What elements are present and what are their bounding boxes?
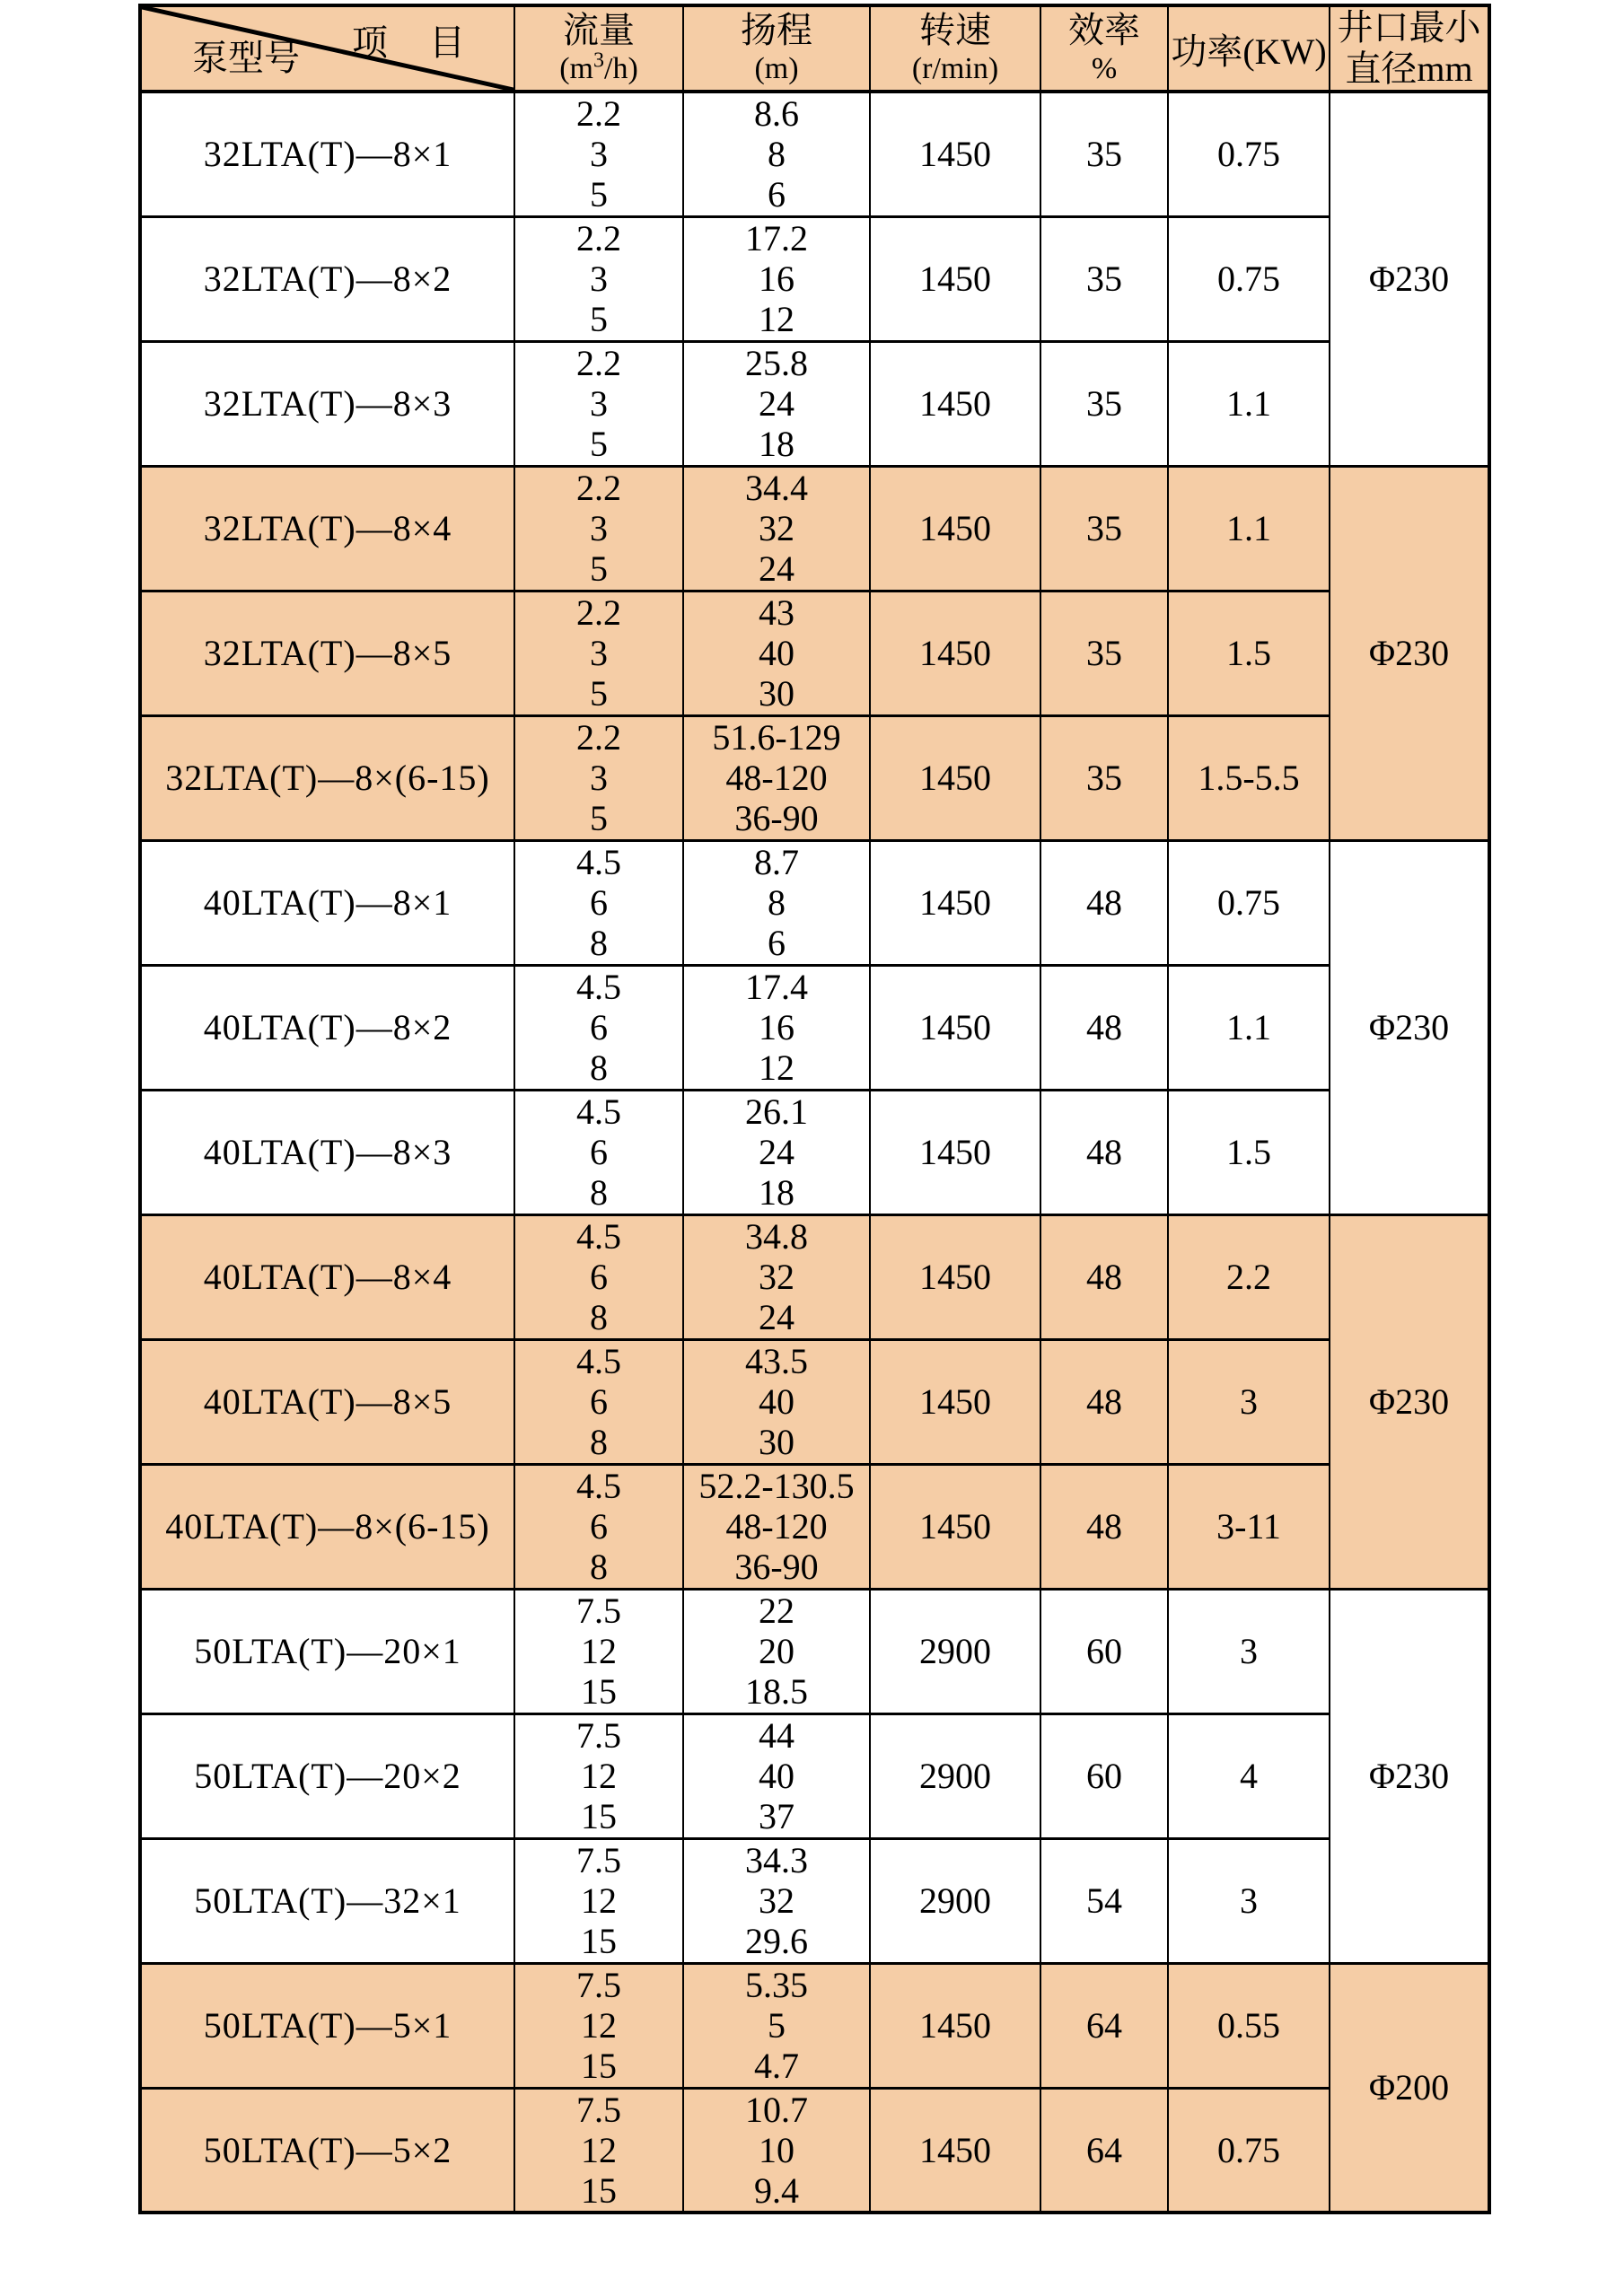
efficiency-cell: 64 (1040, 1963, 1168, 2088)
flow-cell (514, 1464, 683, 1589)
flow-value: 4.5 (576, 842, 621, 882)
head-value: 43 (759, 592, 794, 633)
efficiency-cell: 54 (1040, 1838, 1168, 1963)
flow-value: 12 (581, 1880, 617, 1921)
flow-value: 6 (590, 1257, 608, 1297)
head-cell (683, 965, 870, 1090)
power-cell: 0.55 (1168, 1963, 1330, 2088)
pump-model-cell: 40LTA(T)—8×1 (140, 840, 514, 965)
flow-value: 8 (590, 1172, 608, 1213)
power-cell: 1.1 (1168, 466, 1330, 591)
flow-value: 7.5 (576, 1840, 621, 1880)
head-cell (683, 1090, 870, 1214)
header-head (683, 5, 870, 92)
efficiency-cell: 48 (1040, 1090, 1168, 1214)
flow-cell (514, 1713, 683, 1838)
flow-value: 4.5 (576, 1341, 621, 1381)
flow-value: 3 (590, 633, 608, 673)
header-speed (870, 5, 1040, 92)
pump-model-cell: 50LTA(T)—5×1 (140, 1963, 514, 2088)
head-cell (683, 92, 870, 216)
flow-cell (514, 466, 683, 591)
pump-model-cell: 50LTA(T)—5×2 (140, 2088, 514, 2213)
efficiency-cell: 35 (1040, 466, 1168, 591)
speed-cell: 1450 (870, 840, 1040, 965)
head-value: 43.5 (745, 1341, 808, 1381)
pump-model-cell: 50LTA(T)—20×1 (140, 1589, 514, 1713)
flow-cell (514, 965, 683, 1090)
header-pump-model-cell (140, 5, 514, 92)
efficiency-cell: 64 (1040, 2088, 1168, 2213)
flow-value: 12 (581, 1631, 617, 1671)
power-cell: 0.75 (1168, 2088, 1330, 2213)
flow-value: 6 (590, 882, 608, 923)
flow-value: 15 (581, 2046, 617, 2086)
head-value: 5.35 (745, 1965, 808, 2005)
flow-cell (514, 840, 683, 965)
head-value: 34.4 (745, 468, 808, 508)
pump-model-cell: 50LTA(T)—32×1 (140, 1838, 514, 1963)
head-value: 16 (759, 1007, 794, 1047)
pump-spec-table (138, 4, 1491, 2214)
head-value: 40 (759, 1756, 794, 1796)
flow-value: 8 (590, 923, 608, 963)
power-cell: 1.5-5.5 (1168, 715, 1330, 840)
head-value: 36-90 (734, 1547, 819, 1587)
table-row (140, 92, 1489, 216)
header-head-unit: (m) (754, 52, 799, 85)
efficiency-cell: 35 (1040, 591, 1168, 715)
flow-value: 15 (581, 1671, 617, 1712)
flow-value: 3 (590, 383, 608, 424)
flow-value: 7.5 (576, 1965, 621, 2005)
pump-model-cell: 40LTA(T)—8×3 (140, 1090, 514, 1214)
speed-cell: 1450 (870, 216, 1040, 341)
head-value: 12 (759, 299, 794, 339)
head-value: 51.6-129 (712, 717, 841, 758)
flow-value: 6 (590, 1381, 608, 1422)
header-well-diameter (1330, 5, 1489, 92)
power-cell: 1.5 (1168, 591, 1330, 715)
efficiency-cell: 60 (1040, 1589, 1168, 1713)
table-row (140, 1214, 1489, 1339)
head-cell (683, 1589, 870, 1713)
flow-value: 12 (581, 1756, 617, 1796)
flow-value: 2.2 (576, 468, 621, 508)
head-value: 32 (759, 1257, 794, 1297)
head-cell (683, 341, 870, 466)
table-row (140, 1963, 1489, 2088)
head-value: 17.4 (745, 967, 808, 1007)
table-row (140, 1838, 1489, 1963)
flow-value: 7.5 (576, 1591, 621, 1631)
speed-cell: 1450 (870, 1214, 1040, 1339)
efficiency-cell: 35 (1040, 216, 1168, 341)
head-value: 34.8 (745, 1216, 808, 1257)
pump-model-cell: 32LTA(T)—8×5 (140, 591, 514, 715)
flow-value: 3 (590, 134, 608, 175)
pump-model-cell: 40LTA(T)—8×(6-15) (140, 1464, 514, 1589)
head-cell (683, 1838, 870, 1963)
flow-value: 8 (590, 1547, 608, 1587)
pump-model-cell: 50LTA(T)—20×2 (140, 1713, 514, 1838)
head-value: 30 (759, 673, 794, 714)
header-well-diameter-line2: 直径mm (1345, 48, 1473, 89)
speed-cell: 1450 (870, 1339, 1040, 1464)
speed-cell: 1450 (870, 965, 1040, 1090)
flow-value: 5 (590, 673, 608, 714)
header-well-diameter-line1: 井口最小 (1337, 7, 1481, 48)
power-cell: 3 (1168, 1339, 1330, 1464)
head-cell (683, 2088, 870, 2213)
pump-model-cell: 32LTA(T)—8×2 (140, 216, 514, 341)
well-diameter-cell: Φ230 (1330, 92, 1489, 466)
efficiency-cell: 60 (1040, 1713, 1168, 1838)
head-value: 40 (759, 1381, 794, 1422)
speed-cell: 2900 (870, 1713, 1040, 1838)
flow-value: 2.2 (576, 218, 621, 259)
head-value: 32 (759, 508, 794, 548)
flow-value: 3 (590, 758, 608, 798)
head-value: 10.7 (745, 2089, 808, 2130)
header-efficiency-title: 效率 (1068, 10, 1140, 50)
power-cell: 4 (1168, 1713, 1330, 1838)
power-cell: 1.1 (1168, 341, 1330, 466)
header-pump-model-label: 泵型号 (192, 38, 300, 78)
efficiency-cell: 48 (1040, 1464, 1168, 1589)
head-value: 48-120 (725, 1506, 828, 1547)
pump-model-cell: 40LTA(T)—8×5 (140, 1339, 514, 1464)
flow-value: 4.5 (576, 1091, 621, 1132)
power-cell: 1.5 (1168, 1090, 1330, 1214)
header-power: 功率(KW) (1168, 5, 1330, 92)
pump-model-cell: 40LTA(T)—8×4 (140, 1214, 514, 1339)
flow-cell (514, 1963, 683, 2088)
speed-cell: 1450 (870, 1464, 1040, 1589)
header-efficiency (1040, 5, 1168, 92)
head-value: 12 (759, 1047, 794, 1088)
head-value: 6 (768, 174, 786, 215)
flow-value: 5 (590, 174, 608, 215)
flow-value: 5 (590, 548, 608, 589)
flow-cell (514, 591, 683, 715)
table-row (140, 1464, 1489, 1589)
flow-cell (514, 1589, 683, 1713)
head-cell (683, 1713, 870, 1838)
head-value: 8 (768, 882, 786, 923)
flow-value: 15 (581, 1921, 617, 1961)
speed-cell: 1450 (870, 341, 1040, 466)
head-value: 8 (768, 134, 786, 175)
head-cell (683, 591, 870, 715)
head-value: 34.3 (745, 1840, 808, 1880)
flow-value: 5 (590, 798, 608, 838)
efficiency-cell: 35 (1040, 341, 1168, 466)
well-diameter-cell: Φ230 (1330, 466, 1489, 840)
pump-model-cell: 32LTA(T)—8×(6-15) (140, 715, 514, 840)
flow-value: 6 (590, 1506, 608, 1547)
head-value: 24 (759, 548, 794, 589)
table-row (140, 965, 1489, 1090)
well-diameter-cell: Φ230 (1330, 840, 1489, 1214)
head-value: 52.2-130.5 (698, 1466, 855, 1506)
head-value: 18.5 (745, 1671, 808, 1712)
flow-value: 7.5 (576, 1715, 621, 1756)
flow-value: 3 (590, 259, 608, 299)
flow-cell (514, 1090, 683, 1214)
flow-value: 2.2 (576, 343, 621, 383)
power-cell: 3 (1168, 1589, 1330, 1713)
head-value: 44 (759, 1715, 794, 1756)
head-value: 26.1 (745, 1091, 808, 1132)
head-cell (683, 1464, 870, 1589)
head-cell (683, 1963, 870, 2088)
flow-cell (514, 92, 683, 216)
head-value: 24 (759, 1132, 794, 1172)
efficiency-cell: 48 (1040, 1214, 1168, 1339)
head-value: 8.6 (754, 93, 799, 135)
table-row (140, 2088, 1489, 2213)
power-cell: 3-11 (1168, 1464, 1330, 1589)
header-speed-title: 转速 (919, 10, 991, 50)
flow-value: 12 (581, 2005, 617, 2046)
head-cell (683, 715, 870, 840)
flow-cell (514, 715, 683, 840)
flow-value: 8 (590, 1297, 608, 1337)
head-value: 6 (768, 923, 786, 963)
head-value: 20 (759, 1631, 794, 1671)
flow-value: 4.5 (576, 1216, 621, 1257)
speed-cell: 1450 (870, 1963, 1040, 2088)
power-cell: 3 (1168, 1838, 1330, 1963)
flow-cell (514, 1339, 683, 1464)
table-row (140, 216, 1489, 341)
efficiency-cell: 48 (1040, 840, 1168, 965)
flow-value: 8 (590, 1422, 608, 1462)
header-flow (514, 5, 683, 92)
flow-cell (514, 1838, 683, 1963)
head-value: 32 (759, 1880, 794, 1921)
power-cell: 0.75 (1168, 840, 1330, 965)
table-row (140, 466, 1489, 591)
flow-value: 4.5 (576, 1466, 621, 1506)
head-value: 18 (759, 1172, 794, 1213)
header-speed-unit: (r/min) (911, 52, 999, 85)
pump-model-cell: 32LTA(T)—8×3 (140, 341, 514, 466)
header-head-title: 扬程 (741, 10, 812, 50)
power-cell: 0.75 (1168, 216, 1330, 341)
well-diameter-cell: Φ200 (1330, 1963, 1489, 2213)
speed-cell: 1450 (870, 715, 1040, 840)
pump-model-cell: 32LTA(T)—8×1 (140, 92, 514, 216)
head-value: 24 (759, 1297, 794, 1337)
well-diameter-cell: Φ230 (1330, 1214, 1489, 1589)
table-row (140, 1090, 1489, 1214)
flow-value: 3 (590, 508, 608, 548)
header-item-label: 项 目 (352, 22, 481, 63)
table-row (140, 341, 1489, 466)
head-value: 10 (759, 2129, 794, 2170)
efficiency-cell: 48 (1040, 965, 1168, 1090)
head-value: 40 (759, 633, 794, 673)
flow-value: 12 (581, 2129, 617, 2170)
flow-value: 7.5 (576, 2089, 621, 2130)
flow-value: 15 (581, 1796, 617, 1836)
flow-value: 2.2 (576, 717, 621, 758)
flow-value: 5 (590, 299, 608, 339)
efficiency-cell: 48 (1040, 1339, 1168, 1464)
head-value: 30 (759, 1422, 794, 1462)
head-cell (683, 216, 870, 341)
head-cell (683, 1339, 870, 1464)
speed-cell: 1450 (870, 466, 1040, 591)
head-cell (683, 466, 870, 591)
table-row (140, 715, 1489, 840)
speed-cell: 1450 (870, 1090, 1040, 1214)
header-flow-title: 流量 (563, 10, 635, 50)
power-cell: 2.2 (1168, 1214, 1330, 1339)
table-row (140, 591, 1489, 715)
speed-cell: 1450 (870, 591, 1040, 715)
head-value: 5 (768, 2005, 786, 2046)
table-header-row (140, 5, 1489, 92)
head-cell (683, 1214, 870, 1339)
head-value: 29.6 (745, 1921, 808, 1961)
speed-cell: 2900 (870, 1838, 1040, 1963)
flow-value: 15 (581, 2169, 617, 2211)
head-value: 17.2 (745, 218, 808, 259)
speed-cell: 2900 (870, 1589, 1040, 1713)
head-value: 37 (759, 1796, 794, 1836)
header-flow-unit: $(m^3/h)$ (559, 48, 638, 85)
head-value: 24 (759, 383, 794, 424)
head-cell (683, 840, 870, 965)
pump-model-cell: 32LTA(T)—8×4 (140, 466, 514, 591)
head-value: 4.7 (754, 2046, 799, 2086)
flow-value: 6 (590, 1132, 608, 1172)
table-row (140, 1339, 1489, 1464)
head-value: 16 (759, 259, 794, 299)
power-cell: 0.75 (1168, 92, 1330, 216)
head-value: 22 (759, 1591, 794, 1631)
flow-cell (514, 2088, 683, 2213)
head-value: 8.7 (754, 842, 799, 882)
flow-value: 2.2 (576, 592, 621, 633)
head-value: 18 (759, 424, 794, 464)
head-value: 36-90 (734, 798, 819, 838)
flow-value: 5 (590, 424, 608, 464)
flow-value: 2.2 (576, 93, 621, 135)
header-efficiency-unit: % (1091, 52, 1118, 85)
flow-value: 6 (590, 1007, 608, 1047)
power-cell: 1.1 (1168, 965, 1330, 1090)
speed-cell: 1450 (870, 2088, 1040, 2213)
well-diameter-cell: Φ230 (1330, 1589, 1489, 1963)
speed-cell: 1450 (870, 92, 1040, 216)
pump-model-cell: 40LTA(T)—8×2 (140, 965, 514, 1090)
table-row (140, 1713, 1489, 1838)
table-row (140, 840, 1489, 965)
flow-value: 8 (590, 1047, 608, 1088)
flow-cell (514, 341, 683, 466)
head-value: 48-120 (725, 758, 828, 798)
head-value: 9.4 (754, 2169, 799, 2211)
flow-cell (514, 216, 683, 341)
efficiency-cell: 35 (1040, 92, 1168, 216)
flow-value: 4.5 (576, 967, 621, 1007)
efficiency-cell: 35 (1040, 715, 1168, 840)
head-value: 25.8 (745, 343, 808, 383)
flow-cell (514, 1214, 683, 1339)
table-row (140, 1589, 1489, 1713)
